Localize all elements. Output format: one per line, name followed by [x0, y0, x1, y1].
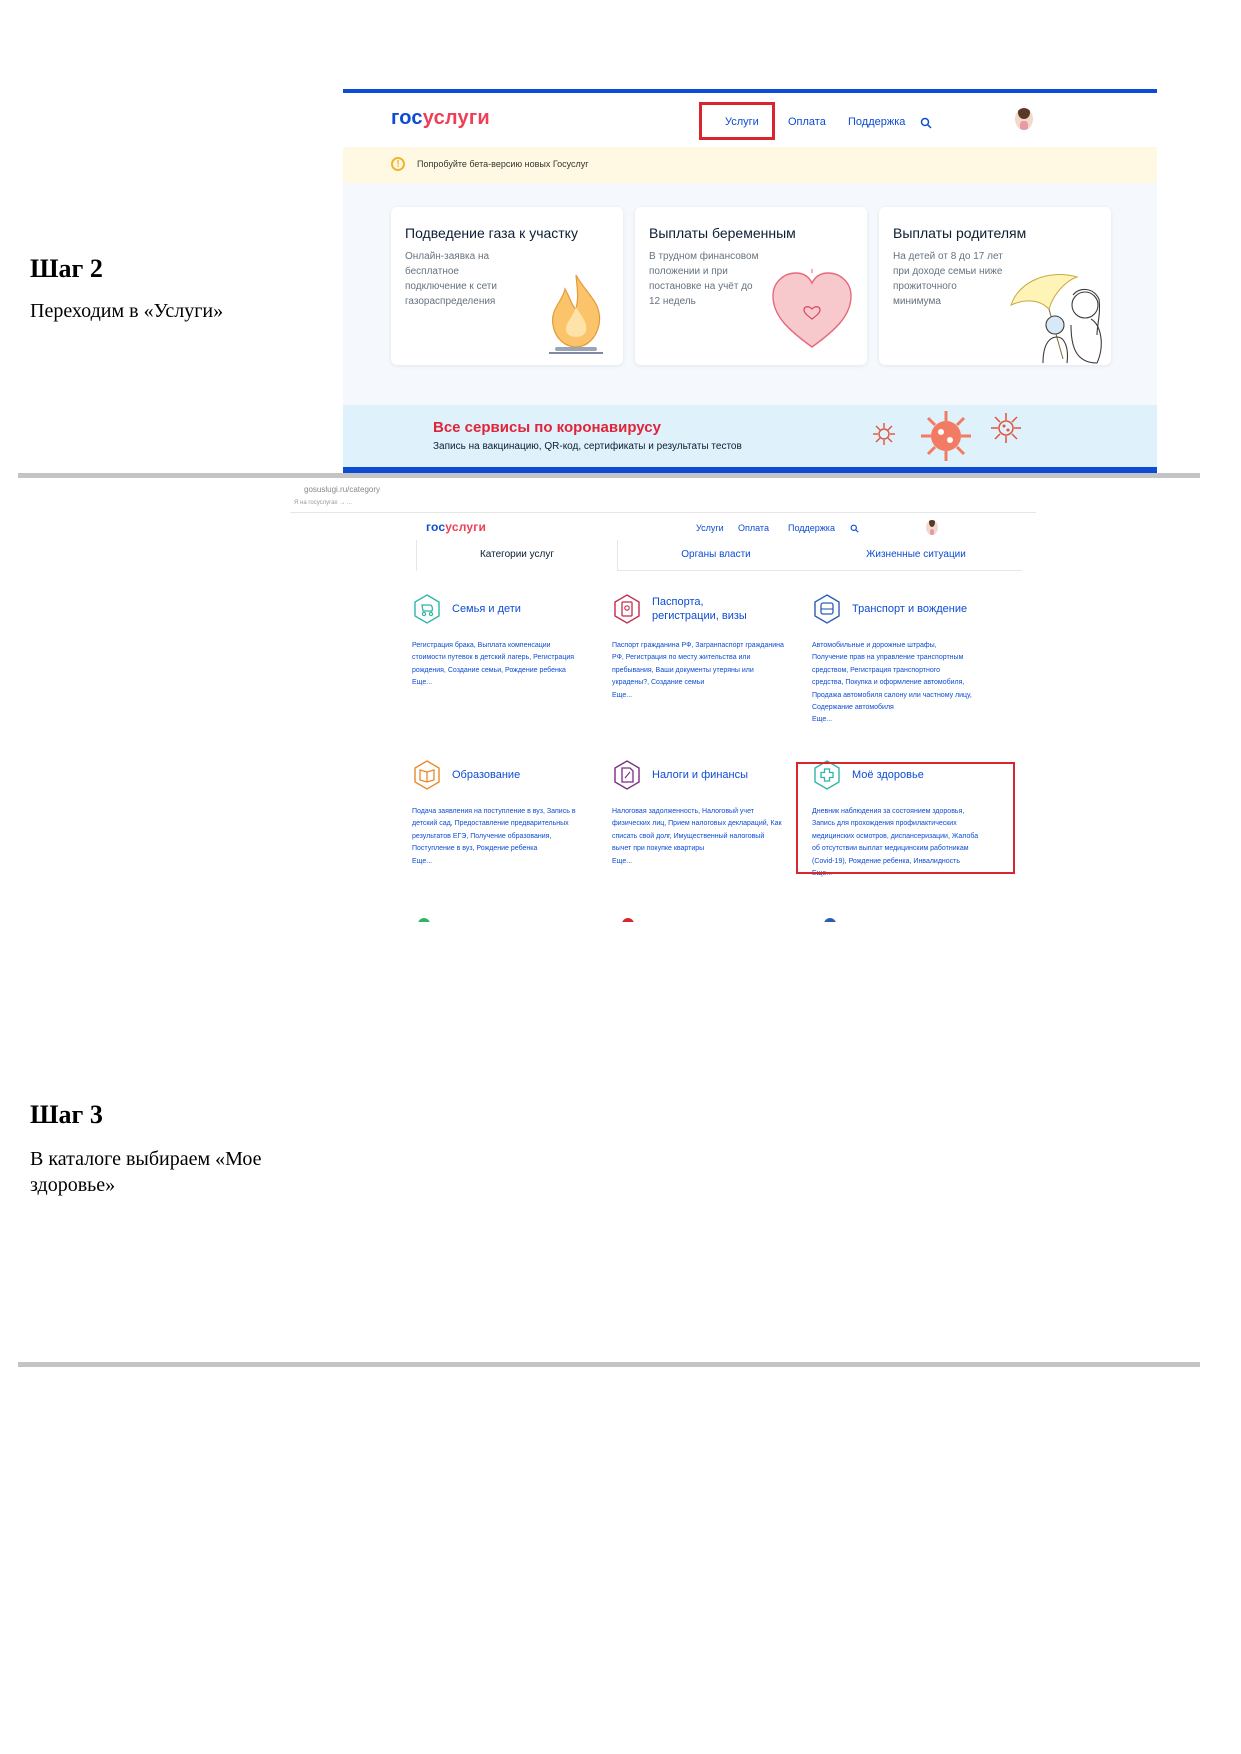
- nav-support[interactable]: Поддержка: [848, 116, 906, 128]
- nav-payment[interactable]: Оплата: [788, 116, 826, 128]
- site-header: [343, 93, 1157, 147]
- next-category-icon: [824, 918, 836, 922]
- logo-part-gos: гос: [426, 520, 446, 534]
- virus-icon: [991, 413, 1021, 443]
- category-links: [612, 640, 784, 702]
- stroller-icon: [412, 594, 442, 624]
- promo-card-parents[interactable]: [879, 207, 1111, 365]
- highlight-services-box: [699, 102, 775, 140]
- url-text: gosuslugi.ru/category: [304, 485, 381, 494]
- category-name: Образование: [452, 769, 521, 781]
- url-subline: Я на госуслугах → ...: [294, 500, 352, 506]
- covid-banner-subtitle: Запись на вакцинацию, QR-код, сертификаты и результаты тестов: [433, 441, 742, 452]
- tab-service-categories[interactable]: Категории услуг: [416, 540, 618, 571]
- step-3-description: В каталоге выбираем «Мое здоровье»: [30, 1148, 262, 1196]
- category-name: Паспорта, регистрации, визы: [652, 596, 747, 622]
- nav-services[interactable]: Услуги: [696, 523, 724, 533]
- covid-banner-title: Все сервисы по коронавирусу: [433, 419, 661, 436]
- beta-banner-text: Попробуйте бета-версию новых Госуслуг: [417, 159, 589, 169]
- more-link[interactable]: Еще...: [412, 679, 433, 687]
- nav-services[interactable]: Услуги: [725, 116, 759, 128]
- bus-icon: [812, 594, 842, 624]
- category-links-text[interactable]: Налоговая задолженность, Налоговый учет физических лиц, Прием налоговых деклараций, Как списать свой долг, Имущественный налоговый вычет при покупке квартиры: [612, 808, 782, 853]
- promo-card-pregnant[interactable]: [635, 207, 867, 365]
- card-description: Онлайн-заявка на бесплатное подключение к сети газораспределения: [405, 251, 497, 307]
- covid-banner[interactable]: [343, 405, 1157, 467]
- category-links: [812, 640, 972, 727]
- nav-support[interactable]: Поддержка: [788, 523, 835, 533]
- heart-icon: [769, 269, 855, 351]
- logo-part-gos: гос: [391, 107, 423, 129]
- category-links: [412, 640, 584, 690]
- more-link[interactable]: Еще...: [612, 691, 633, 699]
- passport-icon: [612, 594, 642, 624]
- catalog-tabs: [416, 540, 1022, 571]
- card-title: Подведение газа к участку: [405, 225, 578, 241]
- umbrella-icon: [1005, 265, 1109, 365]
- card-title: Выплаты беременным: [649, 225, 796, 241]
- category-name: Налоги и финансы: [652, 769, 749, 781]
- beta-banner[interactable]: [343, 147, 1157, 183]
- category-links: [612, 806, 784, 868]
- tab-life-situations[interactable]: Жизненные ситуации: [866, 549, 966, 560]
- gosuslugi-logo[interactable]: [426, 520, 486, 534]
- tab-authorities[interactable]: Органы власти: [681, 549, 751, 560]
- more-link[interactable]: Еще...: [412, 857, 433, 865]
- category-links-text[interactable]: Подача заявления на поступление в вуз, Запись в детский сад, Предоставление предварительных результатов ЕГЭ, Получение образования, Поступление в вуз, Рождение ребенка: [412, 808, 576, 853]
- warning-icon: !: [391, 157, 405, 171]
- gosuslugi-logo[interactable]: [391, 107, 490, 130]
- logo-part-uslugi: услуги: [445, 520, 487, 534]
- next-category-icon: [418, 918, 430, 922]
- browser-address-bar[interactable]: [290, 482, 1036, 513]
- nav-payment[interactable]: Оплата: [738, 523, 769, 533]
- more-link[interactable]: Еще...: [812, 870, 833, 878]
- step-2-description: Переходим в «Услуги»: [30, 300, 224, 322]
- divider: [18, 1362, 1200, 1367]
- user-avatar[interactable]: [1015, 108, 1033, 130]
- search-icon[interactable]: [920, 117, 932, 129]
- highlight-health-box: [796, 762, 1015, 874]
- screenshot-gosuslugi-home: [343, 89, 1157, 473]
- next-category-icon: [622, 918, 634, 922]
- category-links-text[interactable]: Автомобильные и дорожные штрафы, Получение прав на управление транспортным средством, Регистрация транспортного средства, Покупка и оформление автомобиля, Продажа автомобиля салону или частному лицу, Содержание автомобиля: [812, 642, 972, 712]
- promo-card-gas[interactable]: [391, 207, 623, 365]
- user-avatar[interactable]: [926, 520, 938, 535]
- virus-icon: [873, 423, 895, 445]
- category-links-text[interactable]: Дневник наблюдения за состоянием здоровья, Запись для прохождения профилактических медицинских осмотров, диспансеризации, Жалоба об отсутствии выплат медицинским работникам (Covid-19), Рождение ребенка, Инвалидность: [812, 808, 979, 865]
- card-title: Выплаты родителям: [893, 225, 1027, 241]
- screenshot-gosuslugi-catalog: [290, 482, 1036, 922]
- search-icon[interactable]: [850, 524, 859, 533]
- category-name: Семья и дети: [452, 603, 521, 615]
- card-description: На детей от 8 до 17 лет при доходе семьи ниже прожиточного минимума: [893, 251, 1003, 307]
- category-links-text[interactable]: Регистрация брака, Выплата компенсации стоимости путевок в детский лагерь, Регистрация рождения, Создание семьи, Рождение ребенка: [412, 642, 575, 674]
- virus-icon: [919, 409, 973, 463]
- flame-icon: [541, 267, 611, 357]
- card-description: В трудном финансовом положении и при постановке на учёт до 12 недель: [649, 251, 759, 307]
- divider: [18, 473, 1200, 478]
- more-link[interactable]: Еще...: [612, 857, 633, 865]
- more-link[interactable]: Еще...: [812, 716, 833, 724]
- category-links-text[interactable]: Паспорт гражданина РФ, Загранпаспорт гражданина РФ, Регистрация по месту жительства или пребывания, Ваши документы утеряны или украдены?, Создание семьи: [612, 642, 784, 687]
- tax-document-icon: [612, 760, 642, 790]
- logo-part-uslugi: услуги: [422, 107, 490, 129]
- category-links: [412, 806, 584, 868]
- book-icon: [412, 760, 442, 790]
- step-2-title: Шаг 2: [30, 254, 103, 283]
- category-name: Моё здоровье: [852, 769, 924, 781]
- category-name: Транспорт и вождение: [852, 603, 968, 615]
- step-3-title: Шаг 3: [30, 1100, 103, 1129]
